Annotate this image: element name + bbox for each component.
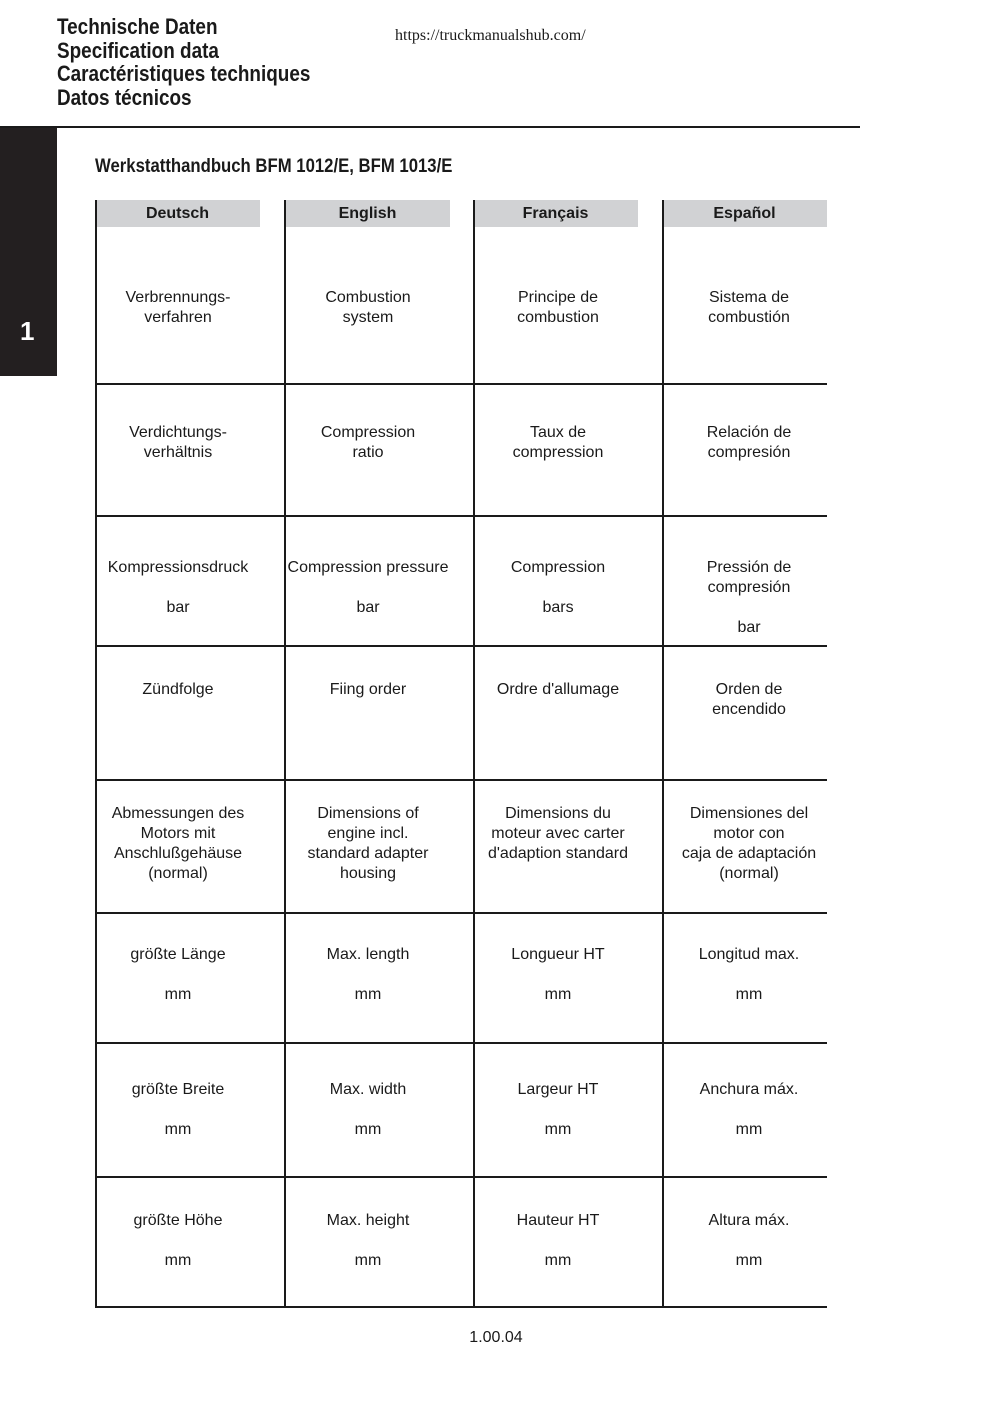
- cell-text: moteur avec carter: [491, 825, 625, 842]
- cell-text: Taux de: [529, 424, 587, 441]
- cell-text: größte Höhe: [133, 1212, 223, 1229]
- cell-text: mm: [544, 1121, 572, 1138]
- chapter-tab: [0, 128, 57, 376]
- cell-spacer: [659, 1100, 839, 1120]
- cell-text: mm: [164, 1121, 192, 1138]
- cell-text: compression: [512, 444, 604, 461]
- table-cell: [88, 680, 268, 700]
- cell-text: mm: [735, 1252, 763, 1269]
- title-german: Technische Daten: [57, 14, 218, 39]
- cell-text: mm: [164, 986, 192, 1003]
- cell-text: Sistema de: [708, 289, 790, 306]
- column-rule: [662, 200, 664, 1308]
- cell-text: Zündfolge: [142, 681, 214, 698]
- table-cell: [88, 804, 268, 884]
- cell-text: mm: [354, 1252, 382, 1269]
- cell-text: d'adaption standard: [487, 845, 629, 862]
- table-cell: [468, 1080, 648, 1140]
- cell-text: Principe de: [517, 289, 599, 306]
- table-cell: [468, 804, 648, 864]
- cell-spacer: [88, 578, 268, 598]
- cell-text: Altura máx.: [708, 1212, 790, 1229]
- column-rule: [473, 200, 475, 1308]
- cell-text: Abmessungen des: [111, 805, 245, 822]
- cell-text: Max. length: [326, 946, 410, 963]
- cell-text: Kompressionsdruck: [107, 559, 249, 576]
- cell-text: mm: [164, 1252, 192, 1269]
- cell-text: mm: [735, 986, 763, 1003]
- row-rule: [95, 645, 827, 647]
- table-cell: [468, 288, 648, 328]
- cell-spacer: [468, 578, 648, 598]
- header-divider: [0, 126, 860, 128]
- column-rule: [95, 200, 97, 1308]
- table-cell: [278, 1080, 458, 1140]
- source-url[interactable]: https://truckmanualshub.com/: [395, 27, 586, 44]
- cell-text: größte Breite: [131, 1081, 225, 1098]
- manual-title: Werkstatthandbuch BFM 1012/E, BFM 1013/E: [95, 156, 453, 177]
- table-cell: [88, 558, 268, 618]
- cell-text: bar: [737, 619, 761, 636]
- cell-spacer: [88, 1100, 268, 1120]
- table-cell: [468, 945, 648, 1005]
- cell-spacer: [278, 578, 458, 598]
- cell-text: mm: [544, 986, 572, 1003]
- cell-text: Verbrennungs-: [125, 289, 231, 306]
- cell-spacer: [278, 1231, 458, 1251]
- table-cell: [468, 558, 648, 618]
- cell-text: (normal): [719, 865, 779, 882]
- cell-text: Motors mit: [140, 825, 216, 842]
- chapter-number: 1: [20, 316, 35, 346]
- row-rule: [95, 1306, 827, 1308]
- cell-text: verhältnis: [143, 444, 213, 461]
- table-cell: [468, 1211, 648, 1271]
- cell-text: Orden de: [715, 681, 783, 698]
- table-cell: [659, 804, 839, 884]
- cell-text: Ordre d'allumage: [496, 681, 620, 698]
- cell-text: Combustion: [325, 289, 411, 306]
- table-cell: [278, 1211, 458, 1271]
- column-rule: [284, 200, 286, 1308]
- cell-text: mm: [354, 1121, 382, 1138]
- cell-text: standard adapter: [307, 845, 429, 862]
- cell-text: compresión: [707, 444, 791, 461]
- cell-text: Anschlußgehäuse: [113, 845, 243, 862]
- cell-text: Compression: [510, 559, 606, 576]
- cell-text: Pressión de: [706, 559, 792, 576]
- cell-text: motor con: [713, 825, 785, 842]
- table-cell: [278, 680, 458, 700]
- table-cell: [659, 423, 839, 463]
- title-french: Caractéristiques techniques: [57, 61, 311, 86]
- cell-text: mm: [354, 986, 382, 1003]
- cell-text: Hauteur HT: [516, 1212, 600, 1229]
- cell-spacer: [468, 1231, 648, 1251]
- row-rule: [95, 1042, 827, 1044]
- cell-text: Anchura máx.: [699, 1081, 799, 1098]
- cell-text: encendido: [712, 701, 786, 718]
- cell-text: mm: [735, 1121, 763, 1138]
- table-cell: [659, 1211, 839, 1271]
- cell-spacer: [659, 598, 839, 618]
- cell-text: mm: [544, 1252, 572, 1269]
- cell-spacer: [659, 965, 839, 985]
- table-cell: [88, 288, 268, 328]
- cell-text: Max. width: [329, 1081, 407, 1098]
- cell-text: caja de adaptación: [681, 845, 817, 862]
- table-cell: [659, 680, 839, 720]
- cell-text: Compression pressure: [287, 559, 449, 576]
- header-titles: [57, 15, 310, 109]
- table-cell: [659, 1080, 839, 1140]
- column-header-espanol: Español: [662, 200, 827, 227]
- cell-text: Dimensions of: [317, 805, 419, 822]
- cell-text: compresión: [707, 579, 791, 596]
- table-cell: [88, 423, 268, 463]
- spec-table: [95, 200, 827, 1308]
- title-spanish: Datos técnicos: [57, 84, 192, 110]
- cell-text: Largeur HT: [517, 1081, 599, 1098]
- column-header-english: English: [285, 200, 450, 227]
- table-cell: [278, 558, 458, 618]
- row-rule: [95, 515, 827, 517]
- cell-spacer: [659, 1231, 839, 1251]
- table-cell: [88, 945, 268, 1005]
- cell-text: Max. height: [326, 1212, 410, 1229]
- row-rule: [95, 383, 827, 385]
- table-cell: [278, 945, 458, 1005]
- cell-text: verfahren: [144, 309, 212, 326]
- cell-text: combustion: [517, 309, 599, 326]
- table-cell: [659, 288, 839, 328]
- cell-text: system: [342, 309, 394, 326]
- title-english: Specification data: [57, 37, 219, 63]
- row-rule: [95, 912, 827, 914]
- cell-text: Dimensions du: [505, 805, 611, 822]
- cell-spacer: [88, 1231, 268, 1251]
- page-number: 1.00.04: [469, 1329, 523, 1346]
- table-cell: [468, 423, 648, 463]
- column-header-deutsch: Deutsch: [95, 200, 260, 227]
- cell-spacer: [278, 965, 458, 985]
- cell-text: Verdichtungs-: [129, 424, 227, 441]
- cell-text: housing: [339, 865, 397, 882]
- cell-text: Compression: [320, 424, 416, 441]
- cell-spacer: [88, 965, 268, 985]
- cell-text: Longitud max.: [698, 946, 800, 963]
- column-header-francais: Français: [473, 200, 638, 227]
- table-cell: [88, 1080, 268, 1140]
- cell-text: engine incl.: [327, 825, 409, 842]
- cell-text: Longueur HT: [511, 946, 605, 963]
- cell-spacer: [278, 1100, 458, 1120]
- cell-text: bar: [166, 599, 190, 616]
- cell-text: Dimensiones del: [689, 805, 809, 822]
- cell-text: größte Länge: [130, 946, 226, 963]
- table-cell: [278, 423, 458, 463]
- cell-spacer: [468, 1100, 648, 1120]
- cell-text: combustión: [708, 309, 790, 326]
- row-rule: [95, 779, 827, 781]
- cell-text: bar: [356, 599, 380, 616]
- cell-text: ratio: [352, 444, 384, 461]
- table-cell: [278, 288, 458, 328]
- table-cell: [659, 558, 839, 638]
- cell-text: Relación de: [706, 424, 792, 441]
- table-cell: [88, 1211, 268, 1271]
- cell-text: bars: [542, 599, 574, 616]
- table-cell: [659, 945, 839, 1005]
- cell-text: (normal): [148, 865, 208, 882]
- table-cell: [468, 680, 648, 700]
- row-rule: [95, 1176, 827, 1178]
- cell-text: Fiing order: [329, 681, 407, 698]
- table-cell: [278, 804, 458, 884]
- cell-spacer: [468, 965, 648, 985]
